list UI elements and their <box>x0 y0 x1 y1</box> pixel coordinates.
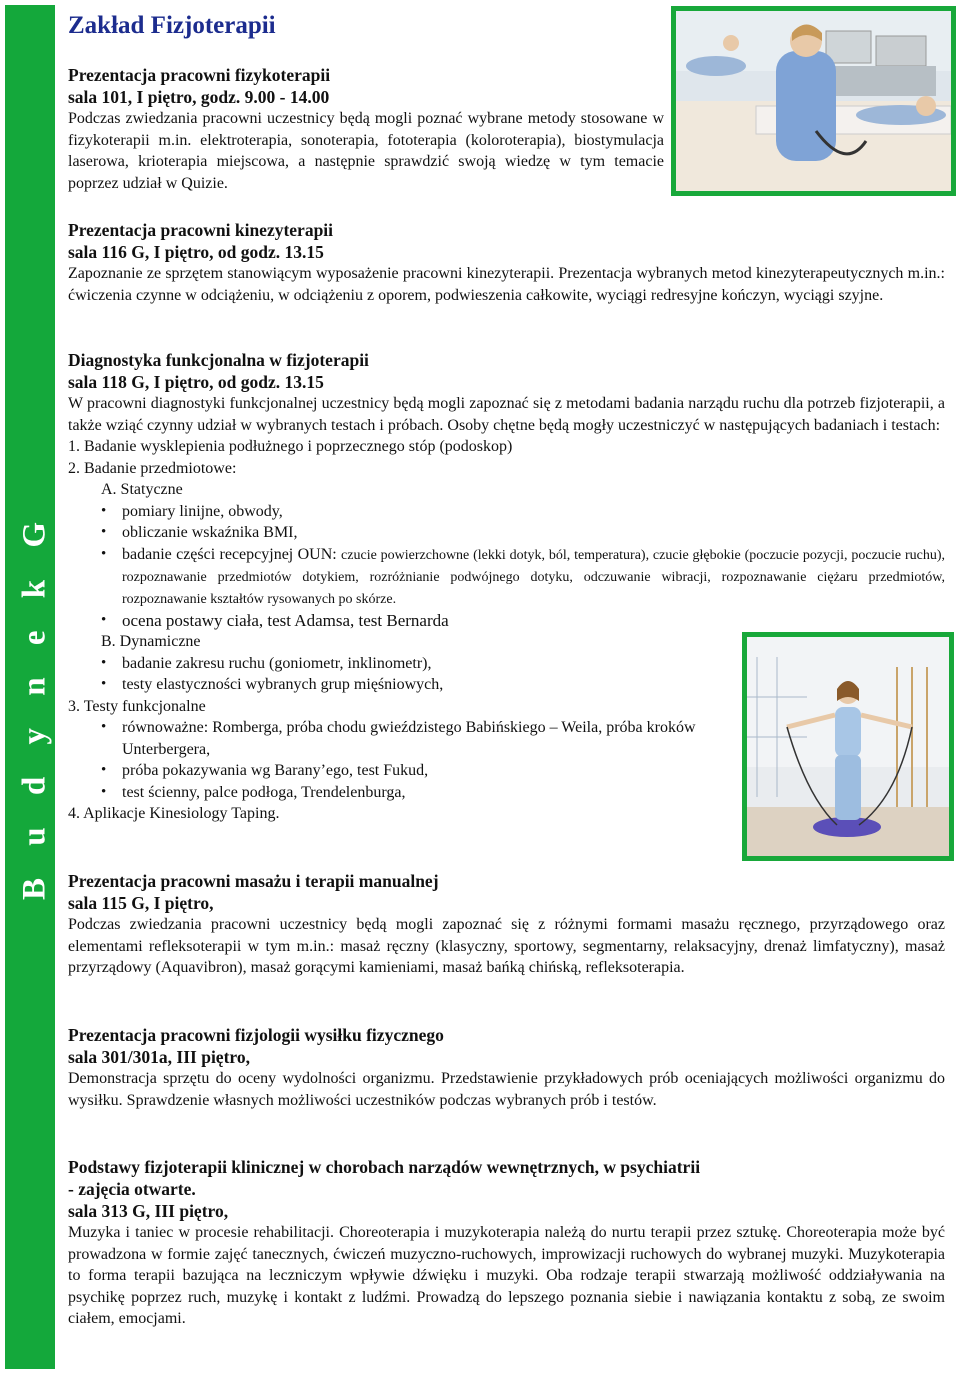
sidebar-band <box>5 5 55 1369</box>
list-item: 3. Testy funkcjonalne <box>68 697 206 715</box>
bullet-item: • badanie zakresu ruchu (goniometr, inklinometr), <box>122 653 722 675</box>
list-item: 4. Aplikacje Kinesiology Taping. <box>68 805 280 822</box>
section-room: sala 115 G, I piętro, <box>68 893 214 913</box>
section-body: Podczas zwiedzania pracowni uczestnicy będą mogli poznać wybrane metody stosowane w fizykoterapii m.in. elektroterapia, sonoterapia, fototerapia (koloroterapia), biostymulacja laserowa, krioterapia miejscowa, a następnie sprawdzić swoją wiedzę w tym temacie poprzez udział w Quizie. <box>68 110 664 192</box>
section-fizjoterapia-kliniczna <box>68 1156 945 1330</box>
section-kinezyterapia <box>68 219 945 306</box>
oun-lead: badanie części recepcyjnej OUN: <box>122 545 337 563</box>
bullet-item: • równoważne: Romberga, próba chodu gwieździstego Babińskiego – Weila, próba kroków Unterbergera, <box>122 717 742 760</box>
bullet-item <box>122 544 945 610</box>
list-item: 2. Badanie przedmiotowe: <box>68 459 237 477</box>
sub-heading: A. Statyczne <box>101 481 183 498</box>
section-body: Podczas zwiedzania pracowni uczestnicy będą mogli zapoznać się z różnymi formami masażu ręcznego, przyrządowego oraz elementami refleksoterapii w tym m.in.: masaż ręczny (klasyczny, sportowy, segmentarny, relaksacyjny, drenaż limfatyczny), masaż przyrządowy (Aquavibron), masaż gorącymi kamieniami, masaż bańką chińską, refleksoterapia. <box>68 916 945 976</box>
section-heading: Prezentacja pracowni fizykoterapii <box>68 65 331 85</box>
section-body: Muzyka i taniec w procesie rehabilitacji. Choreoterapia i muzykoterapia należą do nurtu terapii przez sztukę. Choreoterapia może być prowadzona w formie zajęć tanecznych, ćwiczeń muzyczno-ruchowych, improwizacji ruchowych do wybranej muzyki. Muzykoterapia to forma terapii bazująca na leczniczym wpływie dźwięku i muzyki. Oba rodzaje terapii stwarzają możliwość oddziaływania na psychikę poprzez ruch, muzykę i kontakt z ludźmi. Prowadzą do lepszego poznania siebie i nawiązania kontaktu z sobą, ze swoim ciałem, emocjami. <box>68 1224 945 1327</box>
oun-details: czucie powierzchowne (lekki dotyk, ból, temperatura), czucie głębokie (poczucie pozycji, poczucie ruchu), rozpoznawanie przedmiotów dotykiem, rozróżnianie podwójnego dotyku, odczuwanie wibracji, rozpoznawanie ciężaru przedmiotów, rozpoznawanie kształtów rysowanych po skórze. <box>122 547 945 607</box>
bullet-item: • próba pokazywania wg Barany’ego, test Fukud, <box>122 760 742 782</box>
bullet-item: • testy elastyczności wybranych grup mięśniowych, <box>122 674 722 696</box>
bullet-item: • ocena postawy ciała, test Adamsa, test Bernarda <box>122 610 945 632</box>
section-masaz <box>68 870 945 979</box>
bullet-item: • test ścienny, palce podłoga, Trendelenburga, <box>122 782 742 804</box>
section-heading: Prezentacja pracowni fizjologii wysiłku fizycznego <box>68 1025 444 1045</box>
bullet-list <box>68 653 722 696</box>
section-subheading: - zajęcia otwarte. <box>68 1179 196 1199</box>
bullet-list <box>68 501 945 632</box>
section-body: Zapoznanie ze sprzętem stanowiącym wyposażenie pracowni kinezyterapii. Prezentacja wybranych metod kinezyterapeutycznych m.in.: ćwiczenia czynne w odciążeniu, w odciążeniu z oporem, podwieszenia całkowite, wyciągi redresyjne kończyn, wyciągi szyjne. <box>68 265 945 304</box>
section-heading: Prezentacja pracowni kinezyterapii <box>68 220 334 240</box>
page-title: Zakład Fizjoterapii <box>68 12 276 39</box>
section-room: sala 118 G, I piętro, od godz. 13.15 <box>68 372 324 392</box>
section-room: sala 101, I piętro, godz. 9.00 - 14.00 <box>68 87 330 107</box>
section-body: W pracowni diagnostyki funkcjonalnej uczestnicy będą mogli zapoznać się z metodami badania narządu ruchu dla potrzeb fizjoterapii, a także wziąć czynny udział w wybranych testach i próbach. Osoby chętne będą mogły uczestniczyć w następujących badaniach i testach: <box>68 395 945 434</box>
section-body: Demonstracja sprzętu do oceny wydolności organizmu. Przedstawienie przykładowych prób oceniających możliwości organizmu do wysiłku. Sprawdzenie własnych możliwości uczestników podczas wybranych prób i testów. <box>68 1070 945 1109</box>
section-heading: Diagnostyka funkcjonalna w fizjoterapii <box>68 350 369 370</box>
section-fizykoterapia <box>68 64 945 194</box>
bullet-list <box>68 717 742 803</box>
section-heading: Podstawy fizjoterapii klinicznej w chorobach narządów wewnętrznych, w psychiatrii <box>68 1157 701 1177</box>
section-diagnostyka <box>68 349 945 825</box>
bullet-item: • pomiary linijne, obwody, <box>122 501 945 523</box>
section-heading: Prezentacja pracowni masażu i terapii manualnej <box>68 871 439 891</box>
building-label: B u d y n e k G <box>16 510 53 900</box>
section-room: sala 116 G, I piętro, od godz. 13.15 <box>68 242 324 262</box>
bullet-item: • obliczanie wskaźnika BMI, <box>122 522 945 544</box>
list-item: 1. Badanie wysklepienia podłużnego i poprzecznego stóp (podoskop) <box>68 438 513 455</box>
section-room: sala 301/301a, III piętro, <box>68 1047 250 1067</box>
section-fizjologia-wysilku <box>68 1024 945 1111</box>
sub-heading: B. Dynamiczne <box>101 633 201 650</box>
section-room: sala 313 G, III piętro, <box>68 1201 229 1221</box>
